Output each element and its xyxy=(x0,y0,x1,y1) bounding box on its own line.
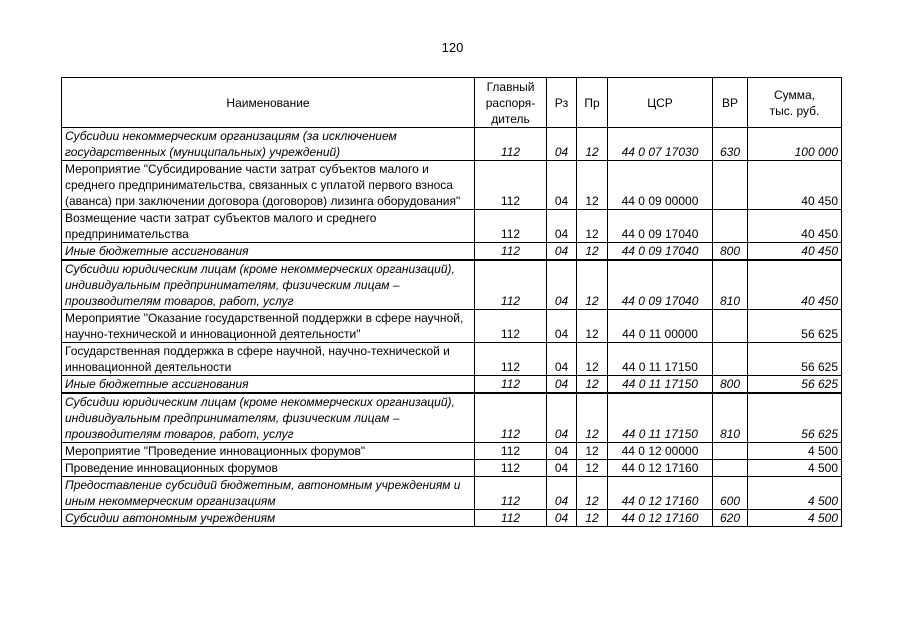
table-row xyxy=(62,260,842,310)
header-csr: ЦСР xyxy=(608,78,713,128)
cell-vr xyxy=(713,343,748,376)
cell-vr: 810 xyxy=(713,393,748,443)
cell-name: Возмещение части затрат субъектов малого и среднего предпринимательства xyxy=(62,210,475,243)
cell-main-manager: 112 xyxy=(475,310,547,343)
cell-name: Государственная поддержка в сфере научной, научно-технической и инновационной деятельности xyxy=(62,343,475,376)
cell-vr: 630 xyxy=(713,128,748,161)
cell-rz: 04 xyxy=(547,510,577,527)
cell-pr: 12 xyxy=(577,128,608,161)
cell-main-manager: 112 xyxy=(475,343,547,376)
cell-name: Субсидии юридическим лицам (кроме некоммерческих организаций), индивидуальным предпринимателям, физическим лицам – производителям товаров, работ, услуг xyxy=(62,260,475,310)
cell-rz: 04 xyxy=(547,477,577,510)
cell-name: Иные бюджетные ассигнования xyxy=(62,243,475,261)
cell-csr: 44 0 11 17150 xyxy=(608,343,713,376)
cell-csr: 44 0 12 17160 xyxy=(608,477,713,510)
cell-rz: 04 xyxy=(547,128,577,161)
cell-pr: 12 xyxy=(577,510,608,527)
cell-sum: 40 450 xyxy=(748,161,842,210)
cell-vr xyxy=(713,310,748,343)
table-row xyxy=(62,510,842,527)
cell-csr: 44 0 09 17040 xyxy=(608,210,713,243)
cell-rz: 04 xyxy=(547,243,577,261)
cell-name: Предоставление субсидий бюджетным, автономным учреждениям и иным некоммерческим организациям xyxy=(62,477,475,510)
cell-pr: 12 xyxy=(577,393,608,443)
table-row xyxy=(62,376,842,394)
cell-main-manager: 112 xyxy=(475,128,547,161)
cell-pr: 12 xyxy=(577,310,608,343)
header-sum xyxy=(748,78,842,128)
table-body xyxy=(62,128,842,527)
cell-csr: 44 0 12 17160 xyxy=(608,510,713,527)
header-vr: ВР xyxy=(713,78,748,128)
cell-sum: 4 500 xyxy=(748,460,842,477)
table-row xyxy=(62,161,842,210)
cell-sum: 56 625 xyxy=(748,310,842,343)
cell-csr: 44 0 09 17040 xyxy=(608,243,713,261)
cell-pr: 12 xyxy=(577,161,608,210)
cell-name: Мероприятие "Оказание государственной поддержки в сфере научной, научно-технической и инновационной деятельности" xyxy=(62,310,475,343)
cell-pr: 12 xyxy=(577,477,608,510)
cell-main-manager: 112 xyxy=(475,393,547,443)
cell-rz: 04 xyxy=(547,460,577,477)
cell-main-manager: 112 xyxy=(475,477,547,510)
cell-name: Проведение инновационных форумов xyxy=(62,460,475,477)
cell-rz: 04 xyxy=(547,343,577,376)
table-row xyxy=(62,393,842,443)
cell-vr: 800 xyxy=(713,376,748,394)
cell-pr: 12 xyxy=(577,460,608,477)
cell-rz: 04 xyxy=(547,210,577,243)
header-main-manager xyxy=(475,78,547,128)
cell-csr: 44 0 12 17160 xyxy=(608,460,713,477)
header-pr: Пр xyxy=(577,78,608,128)
cell-pr: 12 xyxy=(577,260,608,310)
cell-name: Мероприятие "Субсидирование части затрат субъектов малого и среднего предпринимательства, связанных с уплатой первого взноса (аванса) при заключении договора (договоров) лизинга оборудования" xyxy=(62,161,475,210)
cell-rz: 04 xyxy=(547,376,577,394)
table-row xyxy=(62,210,842,243)
header-main-manager-line-3: дитель xyxy=(491,111,530,126)
cell-pr: 12 xyxy=(577,376,608,394)
cell-main-manager: 112 xyxy=(475,510,547,527)
cell-vr xyxy=(713,161,748,210)
cell-vr: 810 xyxy=(713,260,748,310)
table-row xyxy=(62,443,842,460)
cell-name: Субсидии юридическим лицам (кроме некоммерческих организаций), индивидуальным предпринимателям, физическим лицам – производителям товаров, работ, услуг xyxy=(62,393,475,443)
cell-sum: 40 450 xyxy=(748,260,842,310)
cell-sum: 4 500 xyxy=(748,510,842,527)
cell-name: Мероприятие "Проведение инновационных форумов" xyxy=(62,443,475,460)
cell-csr: 44 0 11 00000 xyxy=(608,310,713,343)
cell-name: Субсидии некоммерческим организациям (за исключением государственных (муниципальных) учреждений) xyxy=(62,128,475,161)
table-row xyxy=(62,243,842,261)
cell-sum: 40 450 xyxy=(748,243,842,261)
cell-csr: 44 0 11 17150 xyxy=(608,376,713,394)
cell-rz: 04 xyxy=(547,443,577,460)
header-rz: Рз xyxy=(547,78,577,128)
cell-pr: 12 xyxy=(577,243,608,261)
table-row xyxy=(62,477,842,510)
cell-pr: 12 xyxy=(577,210,608,243)
cell-vr xyxy=(713,210,748,243)
cell-sum: 56 625 xyxy=(748,393,842,443)
cell-sum: 4 500 xyxy=(748,443,842,460)
cell-vr xyxy=(713,460,748,477)
cell-name: Субсидии автономным учреждениям xyxy=(62,510,475,527)
budget-table xyxy=(61,77,842,527)
cell-vr xyxy=(713,443,748,460)
table-header-row xyxy=(62,78,842,128)
cell-sum: 4 500 xyxy=(748,477,842,510)
cell-pr: 12 xyxy=(577,443,608,460)
cell-sum: 100 000 xyxy=(748,128,842,161)
cell-sum: 40 450 xyxy=(748,210,842,243)
cell-main-manager: 112 xyxy=(475,376,547,394)
cell-main-manager: 112 xyxy=(475,243,547,261)
header-main-manager-line-1: Главный xyxy=(486,79,535,94)
cell-main-manager: 112 xyxy=(475,161,547,210)
cell-rz: 04 xyxy=(547,310,577,343)
cell-sum: 56 625 xyxy=(748,343,842,376)
table-row xyxy=(62,128,842,161)
cell-main-manager: 112 xyxy=(475,210,547,243)
header-sum-line-2: тыс. руб. xyxy=(769,103,820,118)
header-name: Наименование xyxy=(62,78,475,128)
cell-pr: 12 xyxy=(577,343,608,376)
header-sum-line-1: Сумма, xyxy=(773,87,816,102)
cell-csr: 44 0 09 17040 xyxy=(608,260,713,310)
cell-vr: 800 xyxy=(713,243,748,261)
table-row xyxy=(62,343,842,376)
cell-sum: 56 625 xyxy=(748,376,842,394)
cell-rz: 04 xyxy=(547,260,577,310)
cell-vr: 600 xyxy=(713,477,748,510)
header-main-manager-line-2: распоря- xyxy=(485,95,536,110)
cell-main-manager: 112 xyxy=(475,460,547,477)
cell-csr: 44 0 11 17150 xyxy=(608,393,713,443)
cell-vr: 620 xyxy=(713,510,748,527)
page-number: 120 xyxy=(441,40,464,55)
cell-rz: 04 xyxy=(547,393,577,443)
cell-csr: 44 0 12 00000 xyxy=(608,443,713,460)
table-row xyxy=(62,460,842,477)
cell-csr: 44 0 07 17030 xyxy=(608,128,713,161)
cell-main-manager: 112 xyxy=(475,260,547,310)
table-row xyxy=(62,310,842,343)
cell-csr: 44 0 09 00000 xyxy=(608,161,713,210)
cell-rz: 04 xyxy=(547,161,577,210)
cell-name: Иные бюджетные ассигнования xyxy=(62,376,475,394)
cell-main-manager: 112 xyxy=(475,443,547,460)
